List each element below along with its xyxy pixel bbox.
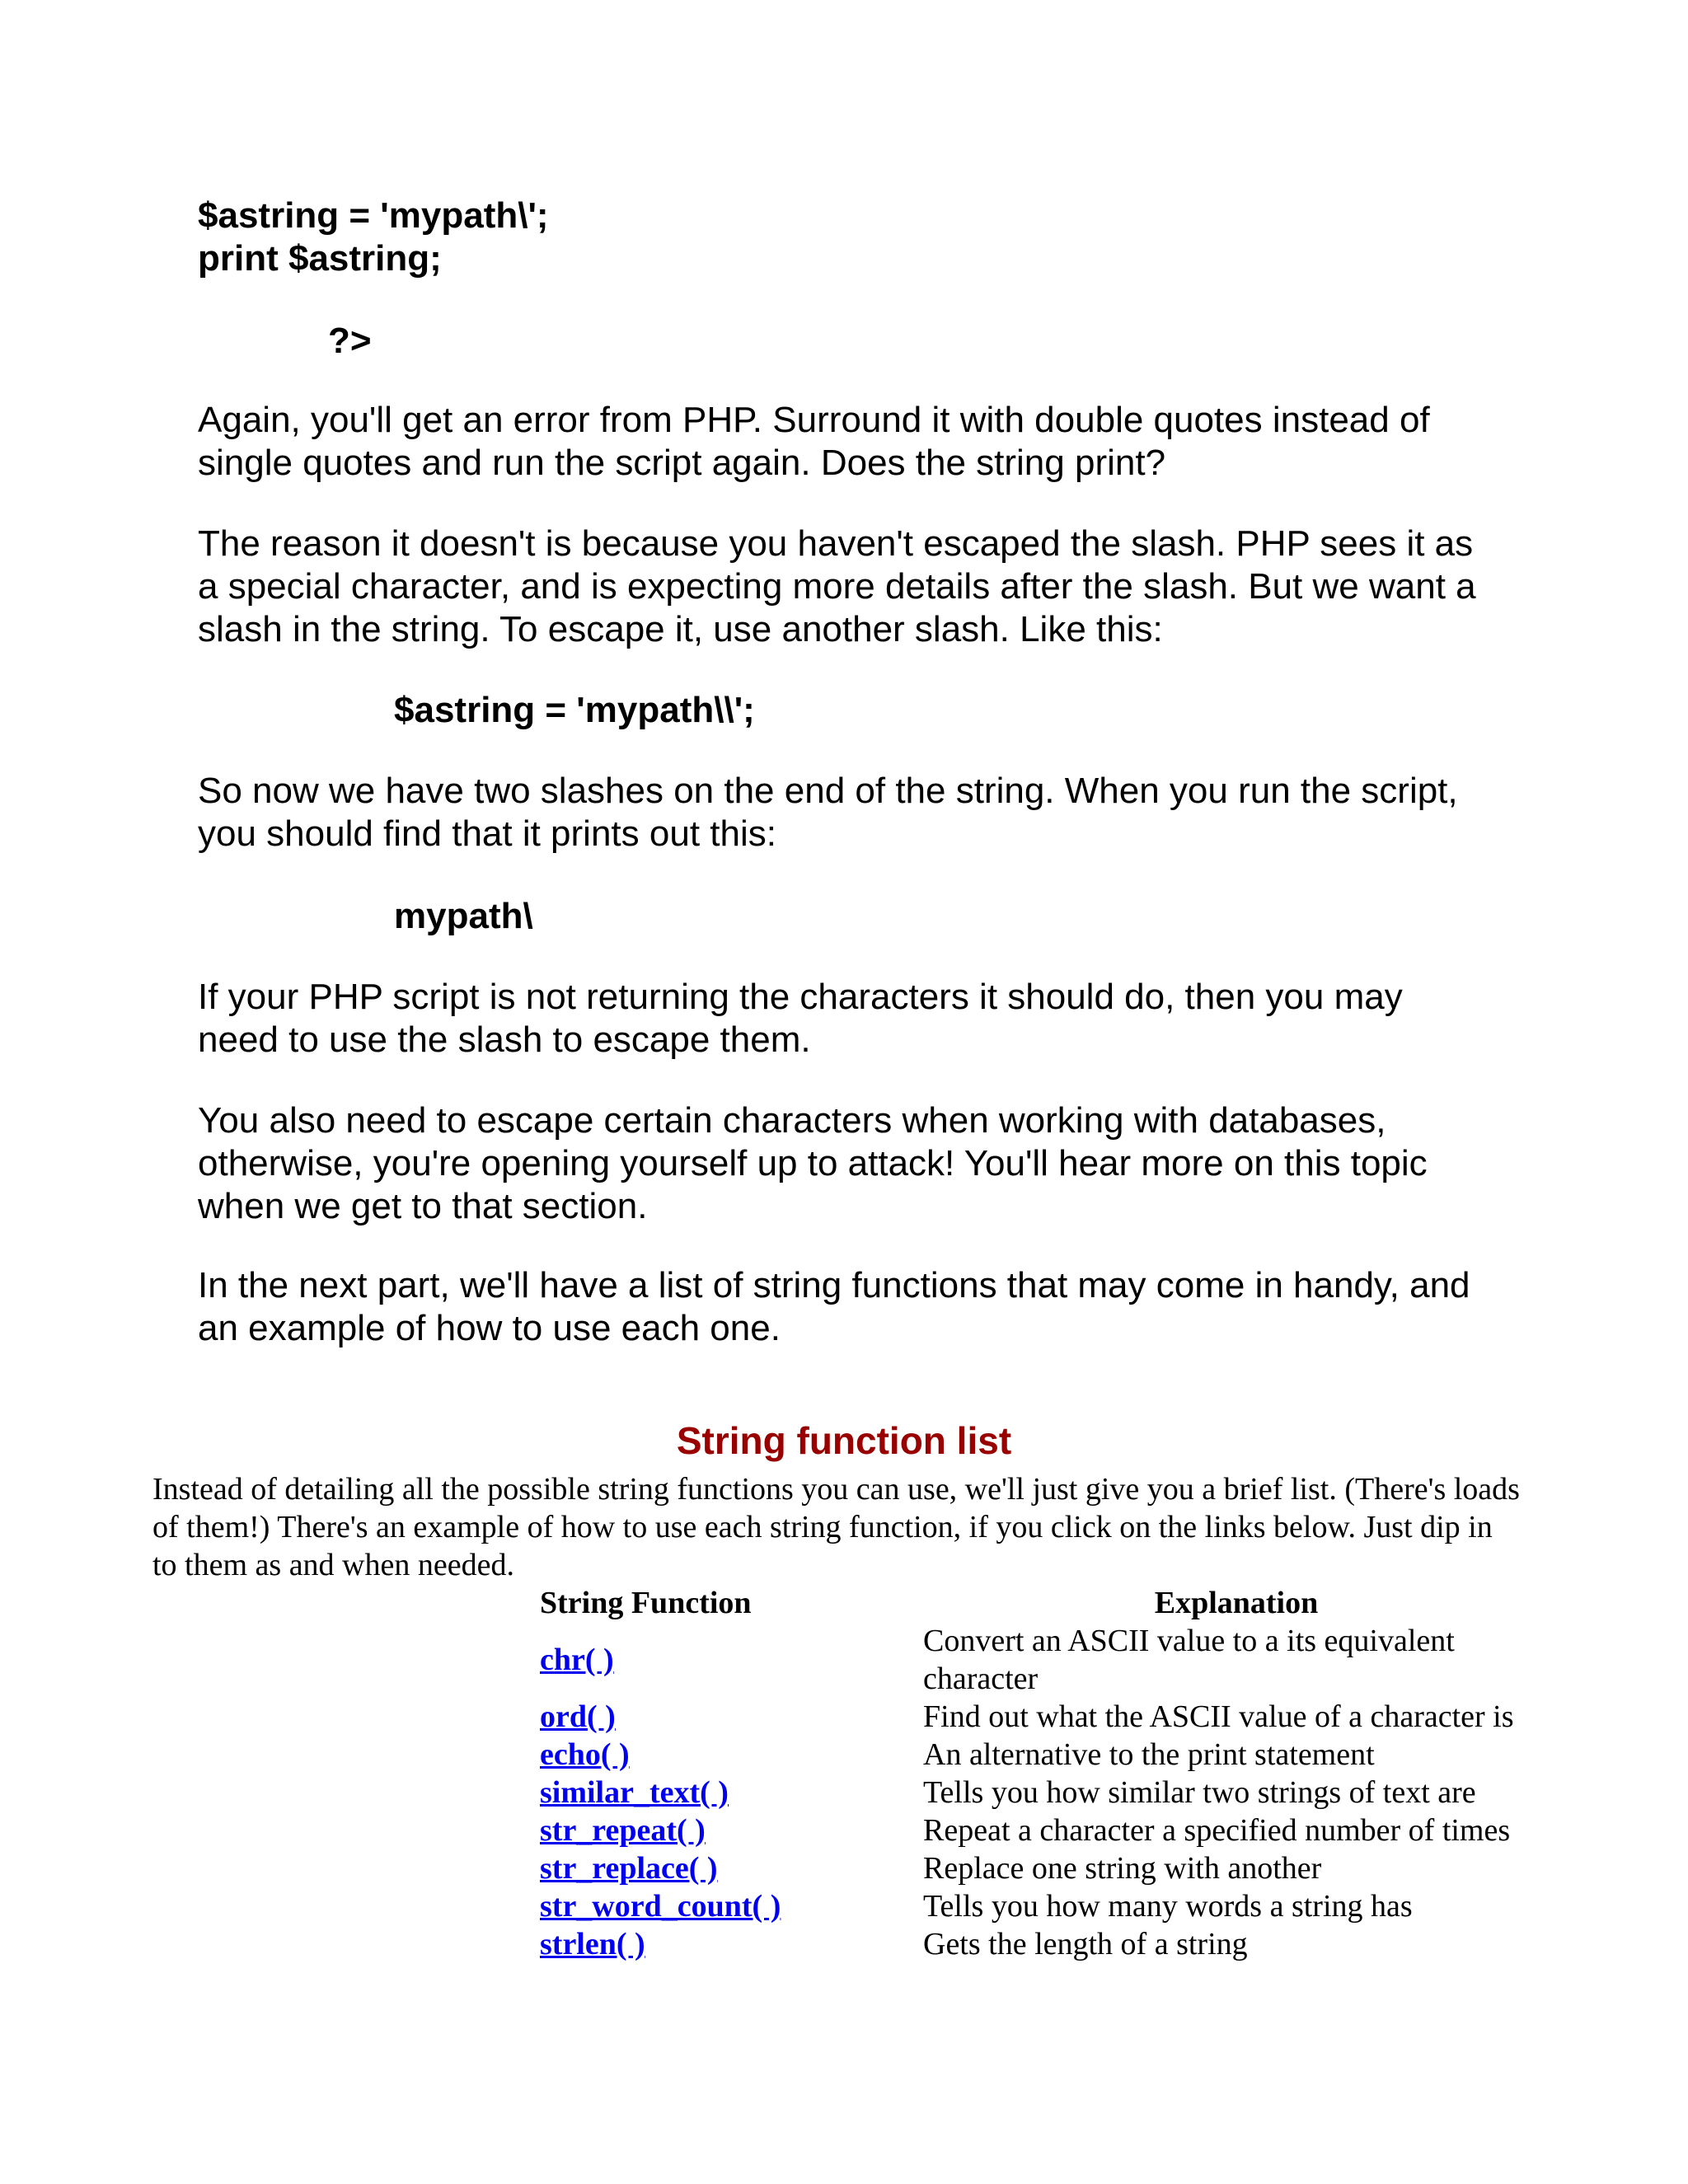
table-row [540, 1698, 1550, 1736]
table-cell-function [540, 1849, 923, 1887]
table-cell-explanation: An alternative to the print statement [923, 1737, 1375, 1772]
table-cell-explanation: Convert an ASCII value to a its equivalent character [923, 1624, 1455, 1696]
table-cell-explanation: Replace one string with another [923, 1851, 1322, 1886]
table-row [540, 1736, 1550, 1774]
link-similar-text[interactable]: similar_text( ) [540, 1775, 729, 1810]
link-strlen[interactable]: strlen( ) [540, 1927, 645, 1961]
table-cell-function [540, 1925, 923, 1963]
paragraph-databases: You also need to escape certain characters when working with databases, otherwise, you're opening yourself up to attack! You'll hear more on this topic when we get to that section. [198, 1100, 1428, 1226]
table-row [540, 1887, 1550, 1925]
paragraph-next-part: In the next part, we'll have a list of string functions that may come in handy, and an example of how to use each one. [198, 1265, 1470, 1348]
code-line-assign: $astring = 'mypath\'; [198, 195, 549, 236]
paragraph-error-note: Again, you'll get an error from PHP. Surround it with double quotes instead of single quotes and run the script again. Does the string print? [198, 400, 1430, 483]
header-explanation: Explanation [1154, 1586, 1319, 1620]
table-cell-function [540, 1811, 923, 1849]
link-str-replace[interactable]: str_replace( ) [540, 1851, 718, 1886]
table-cell-explanation: Tells you how many words a string has [923, 1889, 1413, 1924]
paragraph-escape-reason: The reason it doesn't is because you haven't escaped the slash. PHP sees it as a special character, and is expecting more details after the slash. But we want a slash in the string. To escape it, use another slash. Like this: [198, 523, 1476, 649]
table-cell-function [540, 1622, 923, 1698]
code-line-print: print $astring; [198, 238, 442, 279]
table-cell-explanation: Repeat a character a specified number of times [923, 1813, 1511, 1848]
link-str-repeat[interactable]: str_repeat( ) [540, 1813, 706, 1848]
link-str-word-count[interactable]: str_word_count( ) [540, 1889, 781, 1924]
table-row [540, 1622, 1550, 1698]
table-header-row [540, 1584, 1550, 1622]
table-cell-function [540, 1774, 923, 1811]
link-chr[interactable]: chr( ) [540, 1643, 614, 1677]
header-string-function: String Function [540, 1586, 752, 1620]
link-echo[interactable]: echo( ) [540, 1737, 630, 1772]
table-cell-function [540, 1887, 923, 1925]
table-cell-explanation: Tells you how similar two strings of text are [923, 1775, 1476, 1810]
paragraph-escape-chars: If your PHP script is not returning the characters it should do, then you may need to use the slash to escape them. [198, 977, 1403, 1060]
table-cell-explanation: Gets the length of a string [923, 1927, 1248, 1961]
link-ord[interactable]: ord( ) [540, 1699, 616, 1734]
code-line-escaped: $astring = 'mypath\\'; [394, 690, 755, 730]
table-cell-function [540, 1736, 923, 1774]
table-cell-function [540, 1698, 923, 1736]
paragraph-two-slashes: So now we have two slashes on the end of the string. When you run the script, you should find that it prints out this: [198, 771, 1458, 854]
code-close-tag: ?> [328, 321, 372, 361]
code-output: mypath\ [394, 896, 533, 936]
section-intro: Instead of detailing all the possible string functions you can use, we'll just give you a brief list. (There's loads of them!) There's an example of how to use each string function, if you click on the links below. Just dip in to them as and when needed. [152, 1472, 1520, 1582]
string-function-table [540, 1584, 1550, 1963]
section-title: String function list [676, 1419, 1012, 1462]
table-row [540, 1925, 1550, 1963]
table-cell-explanation: Find out what the ASCII value of a character is [923, 1699, 1514, 1734]
table-row [540, 1849, 1550, 1887]
table-row [540, 1774, 1550, 1811]
table-row [540, 1811, 1550, 1849]
